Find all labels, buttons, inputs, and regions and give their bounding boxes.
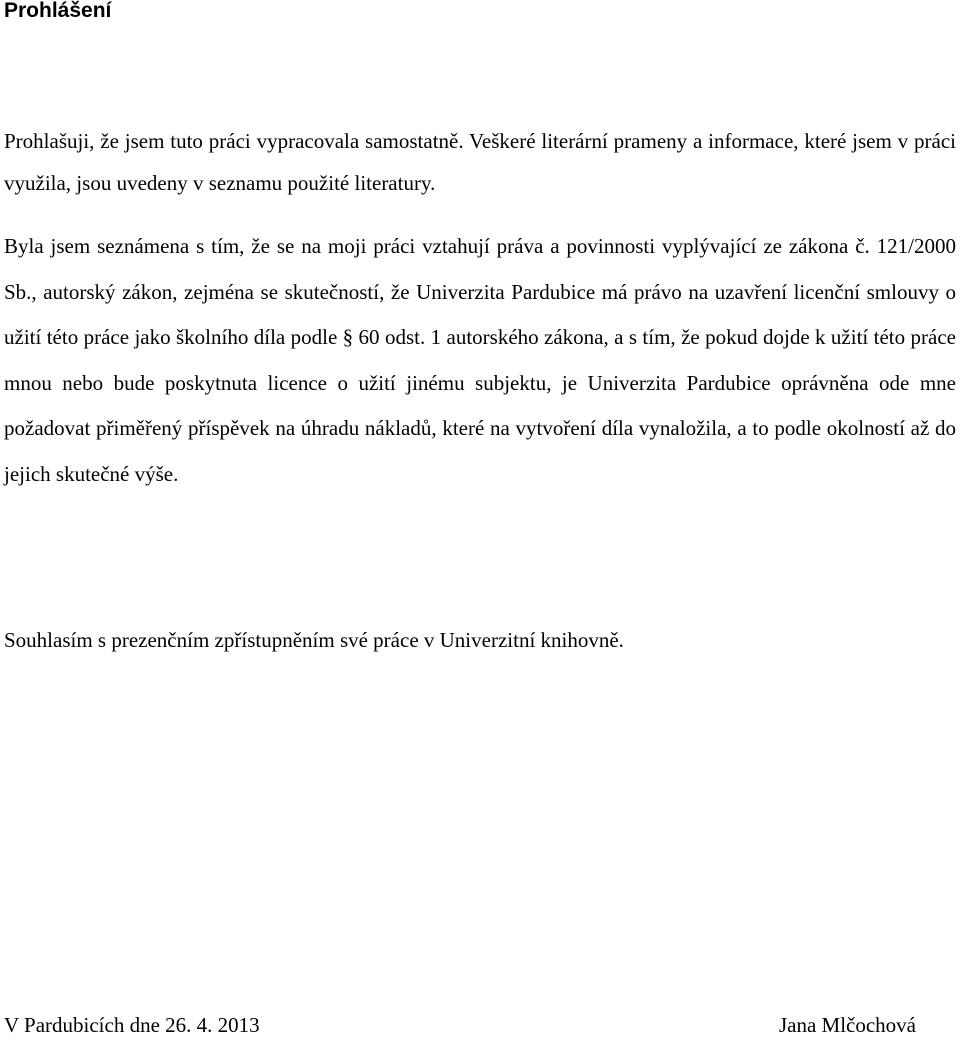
signature-footer: [4, 1010, 956, 1040]
declaration-paragraph-library-consent: Souhlasím s prezenčním zpřístupněním své práce v Univerzitní knihovně.: [4, 628, 624, 652]
author-name: Jana Mlčochová: [778, 1013, 916, 1037]
declaration-page: [4, 0, 956, 1037]
place-and-date: V Pardubicích dne 26. 4. 2013: [4, 1013, 260, 1037]
declaration-paragraph-authorship: Prohlašuji, že jsem tuto práci vypracovala samostatně. Veškeré literární prameny a informace, které jsem v práci využila, jsou uvedeny v seznamu použité literatury.: [4, 129, 956, 195]
page-title: Prohlášení: [4, 0, 112, 22]
declaration-paragraph-copyright: Byla jsem seznámena s tím, že se na moji práci vztahují práva a povinnosti vyplývající ze zákona č. 121/2000 Sb., autorský zákon, zejména se skutečností, že Univerzita Pardubice má právo na uzavření licenční smlouvy o užití této práce jako školního díla podle § 60 odst. 1 autorského zákona, a s tím, že pokud dojde k užití této práce mnou nebo bude poskytnuta licence o užití jinému subjektu, je Univerzita Pardubice oprávněna ode mne požadovat přiměřený příspěvek na úhradu nákladů, které na vytvoření díla vynaložila, a to podle okolností až do jejich skutečné výše.: [4, 234, 956, 486]
